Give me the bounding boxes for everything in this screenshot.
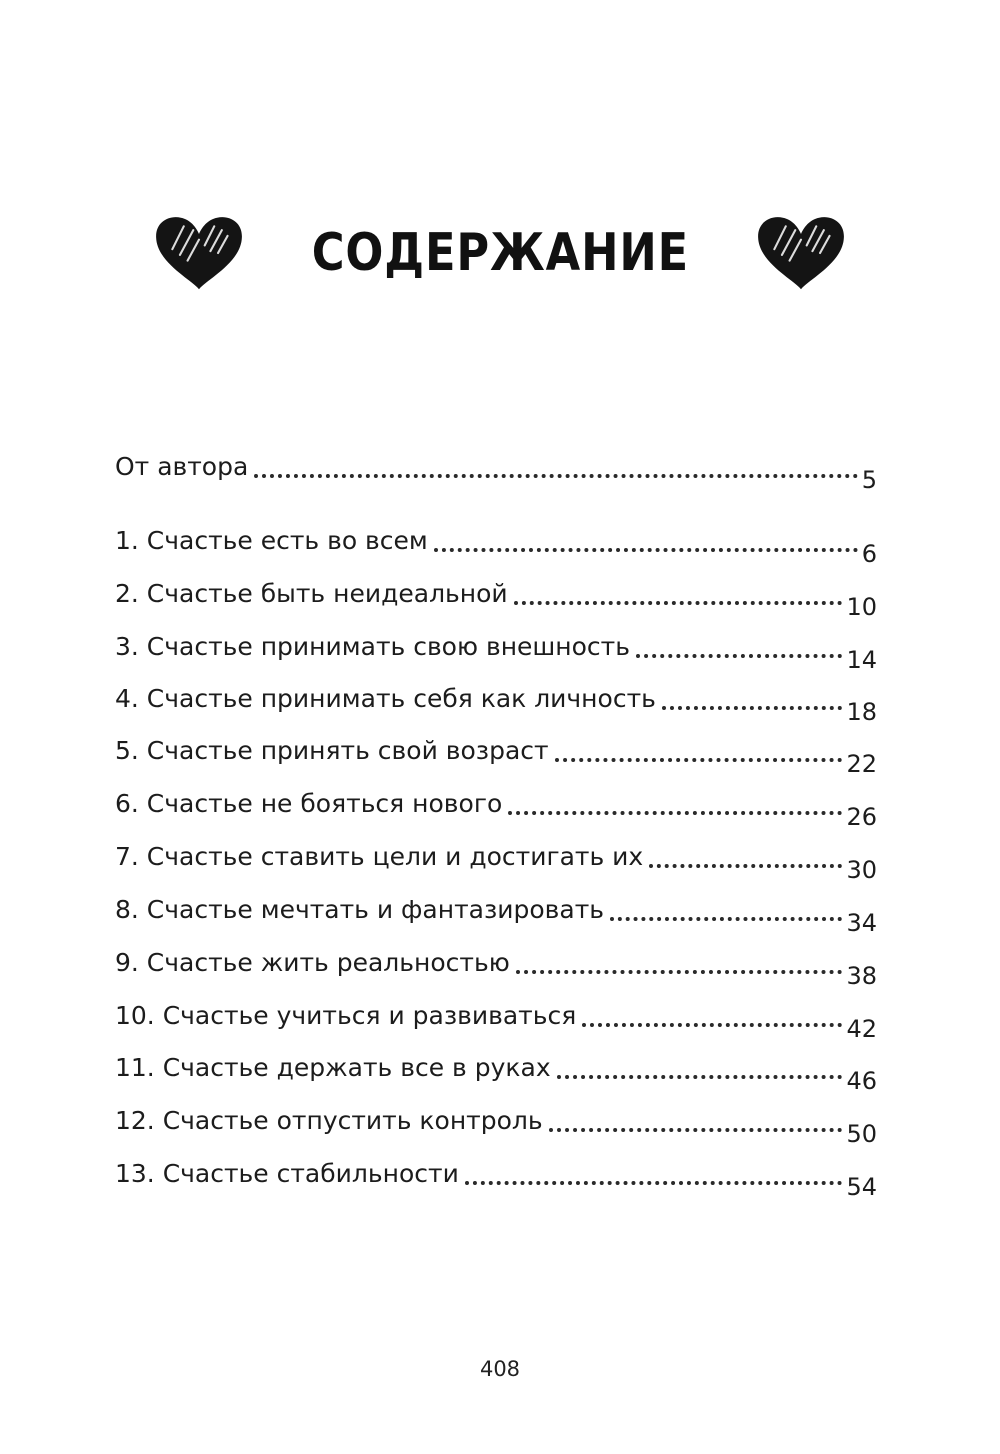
toc-entry bbox=[115, 1159, 877, 1201]
toc-entry bbox=[115, 948, 877, 990]
toc-entry bbox=[115, 1053, 877, 1095]
page-title: СОДЕРЖАНИЕ bbox=[311, 222, 689, 283]
toc-entry bbox=[115, 452, 877, 494]
dot-leader bbox=[557, 1074, 843, 1079]
toc-entry bbox=[115, 684, 877, 726]
toc-entry-label: 2. Счастье быть неидеальной bbox=[115, 579, 508, 608]
toc-entry-page: 6 bbox=[861, 540, 877, 568]
toc-entry-page: 14 bbox=[846, 646, 877, 674]
page-number: 408 bbox=[479, 1357, 521, 1381]
toc-entry-label: 3. Счастье принимать свою внешность bbox=[115, 632, 630, 661]
toc-entry-page: 30 bbox=[846, 856, 877, 884]
toc-entry-label: 1. Счастье есть во всем bbox=[115, 526, 428, 555]
toc-entry-label: 5. Счастье принять свой возраст bbox=[115, 736, 549, 765]
dot-leader bbox=[465, 1180, 843, 1185]
toc-entry bbox=[115, 1001, 877, 1043]
toc-entry-label: 11. Счастье держать все в руках bbox=[115, 1053, 551, 1082]
toc-entry-page: 46 bbox=[846, 1067, 877, 1095]
toc-entry-page: 34 bbox=[846, 909, 877, 937]
dot-leader bbox=[549, 1127, 843, 1132]
dot-leader bbox=[508, 810, 842, 815]
dot-leader bbox=[649, 863, 842, 868]
heart-icon bbox=[753, 213, 849, 293]
toc-entry bbox=[115, 526, 877, 568]
toc-entry-label: 6. Счастье не бояться нового bbox=[115, 789, 503, 818]
heart-icon bbox=[151, 213, 247, 293]
toc-entry-page: 26 bbox=[846, 803, 877, 831]
toc-entry-label: 4. Счастье принимать себя как личность bbox=[115, 684, 656, 713]
toc-entry-label: 7. Счастье ставить цели и достигать их bbox=[115, 842, 644, 871]
dot-leader bbox=[516, 969, 843, 974]
toc-entry-label: 8. Счастье мечтать и фантазировать bbox=[115, 895, 605, 924]
toc-entry-page: 38 bbox=[846, 962, 877, 990]
toc-entry bbox=[115, 632, 877, 674]
toc-entry bbox=[115, 579, 877, 621]
dot-leader bbox=[555, 757, 843, 762]
toc-entry-label: 12. Счастье отпустить контроль bbox=[115, 1106, 543, 1135]
toc-entry-label: 13. Счастье стабильности bbox=[115, 1159, 459, 1188]
toc-entry bbox=[115, 842, 877, 884]
toc-entry bbox=[115, 736, 877, 778]
toc-entry bbox=[115, 895, 877, 937]
dot-leader bbox=[610, 916, 842, 921]
toc-entry-page: 10 bbox=[846, 593, 877, 621]
toc-entry-page: 50 bbox=[846, 1120, 877, 1148]
dot-leader bbox=[434, 547, 858, 552]
dot-leader bbox=[514, 600, 843, 605]
title-row bbox=[0, 205, 1000, 300]
toc-entry-page: 5 bbox=[861, 466, 877, 494]
dot-leader bbox=[582, 1022, 842, 1027]
toc-entry-page: 42 bbox=[846, 1015, 877, 1043]
toc-entry-page: 54 bbox=[846, 1173, 877, 1201]
toc-entry-page: 22 bbox=[846, 750, 877, 778]
toc-entry-label: 10. Счастье учиться и развиваться bbox=[115, 1001, 577, 1030]
dot-leader bbox=[254, 473, 857, 478]
toc-entry-page: 18 bbox=[846, 698, 877, 726]
toc-entry-label: 9. Счастье жить реальностью bbox=[115, 948, 510, 977]
dot-leader bbox=[662, 705, 843, 710]
toc-entry bbox=[115, 1106, 877, 1148]
dot-leader bbox=[636, 653, 842, 658]
toc-entry bbox=[115, 789, 877, 831]
toc-entry-label: От автора bbox=[115, 452, 249, 481]
